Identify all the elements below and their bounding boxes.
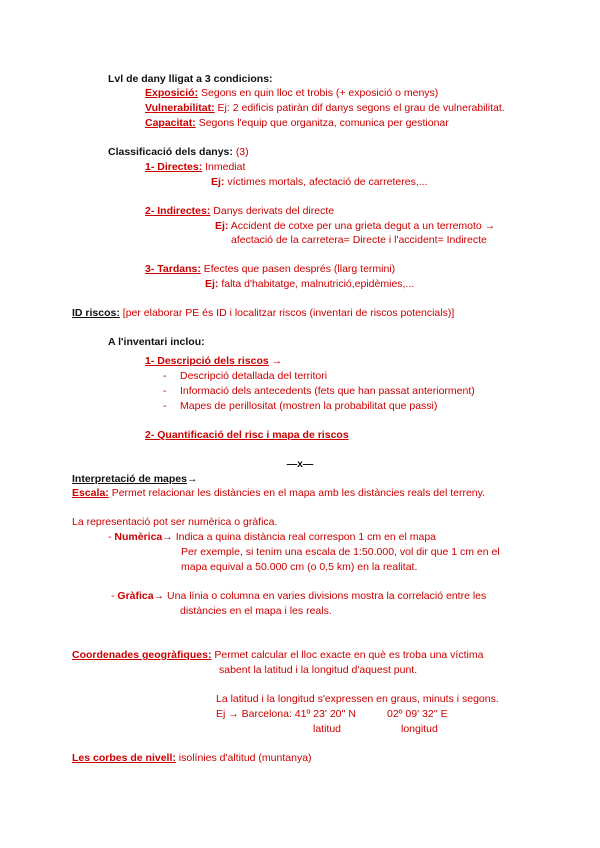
corbes-label: Les corbes de nivell: xyxy=(72,752,176,764)
numerica-example-1: Per exemple, si tenim una escala de 1:50.000, vol dir que 1 cm en el xyxy=(181,546,500,558)
numerica-example-2: mapa equival a 50.000 cm (o 0,5 km) en la realitat. xyxy=(181,561,418,573)
indirectes-ej-label: Ej: xyxy=(215,220,229,232)
separator: —x— xyxy=(286,458,314,470)
numerica-text: → Indica a quina distància real correspon 1 cm en el mapa xyxy=(162,531,437,543)
capacitat-text: Segons l'equip que organitza, comunica per gestionar xyxy=(198,117,449,129)
escala-label: Escala: xyxy=(72,487,109,499)
inventari-bullet-2-text: Informació dels antecedents (fets que han passat anteriorment) xyxy=(180,385,475,397)
coords-example-lon: 02º 09' 32'' E xyxy=(387,708,448,720)
inventari-bullet-3: - xyxy=(163,400,167,412)
lvl-item-exposicio xyxy=(145,87,438,100)
mapes-heading: Interpretació de mapes xyxy=(72,473,187,485)
tardans-ej xyxy=(205,278,414,291)
grafica-text: → Una línia o columna en varies divisions mostra la correlació entre les xyxy=(153,590,487,602)
grafica-dash: - xyxy=(111,590,118,602)
indirectes-line xyxy=(145,205,334,218)
representacio-text: La representació pot ser numèrica o gràfica. xyxy=(72,516,278,528)
lvl-heading: Lvl de dany lligat a 3 condicions: xyxy=(108,73,273,85)
exposicio-label: Exposició: xyxy=(145,87,199,99)
descripcio-label: 1- Descripció dels riscos xyxy=(145,355,269,367)
directes-ej-label: Ej: xyxy=(211,176,225,188)
exposicio-text: Segons en quin lloc et trobis (+ exposició o menys) xyxy=(201,87,439,99)
tardans-ej-label: Ej: xyxy=(205,278,219,290)
coords-text: Permet calcular el lloc exacte en què es troba una víctima xyxy=(214,649,484,661)
vulnerabilitat-text: Ej: 2 edificis patiràn dif danys segons el grau de vulnerabilitat. xyxy=(217,102,505,114)
directes-label: 1- Directes: xyxy=(145,161,203,173)
corbes-line xyxy=(72,752,312,765)
escala-text: Permet relacionar les distàncies en el mapa amb les distàncies reals del terreny. xyxy=(111,487,486,499)
coords-text-3: La latitud i la longitud s'expressen en graus, minuts i segons. xyxy=(216,693,499,705)
numerica-label: Numèrica xyxy=(114,531,163,543)
classificacio-heading xyxy=(108,146,249,159)
idriscos-text: [per elaborar PE és ID i localitzar riscos (inventari de riscos potencials)] xyxy=(122,307,455,319)
tardans-label: 3- Tardans: xyxy=(145,263,201,275)
directes-text: Inmediat xyxy=(205,161,246,173)
longitud-label: longitud xyxy=(401,723,438,735)
corbes-text: isolínies d'altitud (muntanya) xyxy=(178,752,312,764)
indirectes-label: 2- Indirectes: xyxy=(145,205,211,217)
grafica-text-2: distàncies en el mapa i les reals. xyxy=(180,605,332,617)
classificacio-title: Classificació dels danys: xyxy=(108,146,233,158)
escala-line xyxy=(72,487,485,500)
tardans-ej-text: falta d'habitatge, malnutrició,epidèmies,... xyxy=(221,278,415,290)
inventari-bullet-3-text: Mapes de perillositat (mostren la probabilitat que passi) xyxy=(180,400,438,412)
arrow-icon: → xyxy=(271,355,283,367)
vulnerabilitat-label: Vulnerabilitat: xyxy=(145,102,215,114)
tardans-text: Efectes que pasen després (llarg termini) xyxy=(203,263,396,275)
coords-text-2: sabent la latitud i la longitud d'aquest punt. xyxy=(219,664,418,676)
grafica-line xyxy=(111,590,486,603)
lvl-item-capacitat xyxy=(145,117,449,130)
indirectes-ej-text: Accident de cotxe per una grieta degut a un terremoto → xyxy=(230,220,496,232)
inventari-bullet-1: - xyxy=(163,370,167,382)
classificacio-count: (3) xyxy=(235,146,249,158)
coords-line xyxy=(72,649,483,662)
latitud-label: latitud xyxy=(313,723,342,735)
numerica-line xyxy=(108,531,436,544)
quantificacio-label: 2- Quantificació del risc i mapa de riscos xyxy=(145,429,349,441)
idriscos-line xyxy=(72,307,454,320)
coords-label: Coordenades geogràfiques: xyxy=(72,649,212,661)
coords-example: Ej → Barcelona: 41º 23' 20'' N xyxy=(216,708,357,720)
mapes-arrow-icon: → xyxy=(186,473,198,485)
indirectes-ej xyxy=(215,220,495,233)
mapes-heading-line xyxy=(72,473,197,486)
capacitat-label: Capacitat: xyxy=(145,117,196,129)
indirectes-text: Danys derivats del directe xyxy=(213,205,335,217)
tardans-line xyxy=(145,263,395,276)
numerica-dash: - xyxy=(108,531,115,543)
directes-ej-text: víctimes mortals, afectació de carreteres,... xyxy=(227,176,428,188)
lvl-item-vulnerabilitat xyxy=(145,102,505,115)
inventari-bullet-1-text: Descripció detallada del territori xyxy=(180,370,328,382)
indirectes-ej-text2: afectació de la carretera= Directe i l'accident= Indirecte xyxy=(231,234,487,246)
grafica-label: Gràfica xyxy=(117,590,154,602)
directes-line xyxy=(145,161,245,174)
directes-ej xyxy=(211,176,428,189)
idriscos-label: ID riscos: xyxy=(72,307,120,319)
inventari-bullet-2: - xyxy=(163,385,167,397)
inventari-heading: A l'inventari inclou: xyxy=(108,336,205,348)
descripcio-line xyxy=(145,355,282,368)
